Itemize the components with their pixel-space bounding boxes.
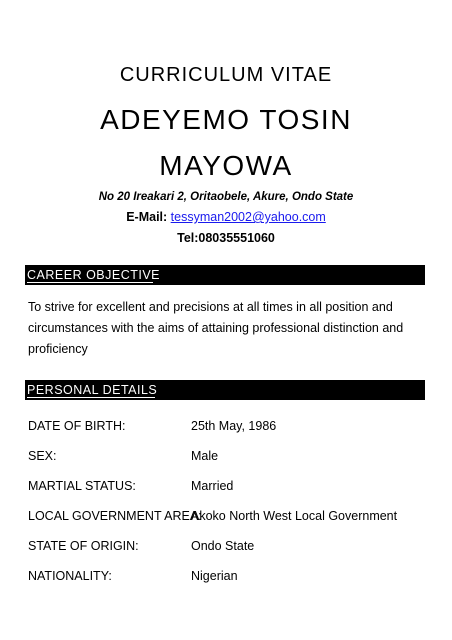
name-line-1: ADEYEMO TOSIN — [100, 104, 352, 135]
telephone: Tel:08035551060 — [177, 231, 275, 245]
address: No 20 Ireakari 2, Oritaobele, Akure, Ondo State — [98, 191, 354, 203]
detail-value: Ondo State — [191, 539, 255, 553]
detail-value: Akoko North West Local Government — [191, 509, 398, 523]
detail-label: SEX: — [28, 449, 57, 463]
document-title: CURRICULUM VITAE — [119, 64, 333, 86]
email-line — [0, 210, 452, 224]
email-label: E-Mail: — [126, 210, 171, 224]
detail-label: LOCAL GOVERNMENT AREA: — [28, 509, 202, 523]
detail-value: Married — [191, 479, 234, 493]
email-link[interactable]: tessyman2002@yahoo.com — [170, 210, 326, 224]
detail-label: DATE OF BIRTH: — [28, 419, 126, 433]
section-title: CAREER OBJECTIVE — [27, 268, 161, 282]
detail-value: Nigerian — [191, 569, 238, 583]
name-line-2: MAYOWA — [159, 150, 293, 181]
section-underline — [27, 397, 155, 398]
detail-value: 25th May, 1986 — [191, 419, 277, 433]
personal-details-header — [25, 380, 425, 400]
career-objective-header — [25, 265, 425, 285]
section-title: PERSONAL DETAILS — [27, 383, 158, 397]
section-underline — [27, 282, 153, 283]
detail-label: NATIONALITY: — [28, 569, 112, 583]
detail-value: Male — [191, 449, 219, 463]
detail-label: MARTIAL STATUS: — [28, 479, 136, 493]
career-objective-text: To strive for excellent and precisions at all times in all position and circumstances with the aims of attaining professional distinction and proficiency — [28, 300, 404, 356]
detail-label: STATE OF ORIGIN: — [28, 539, 139, 553]
